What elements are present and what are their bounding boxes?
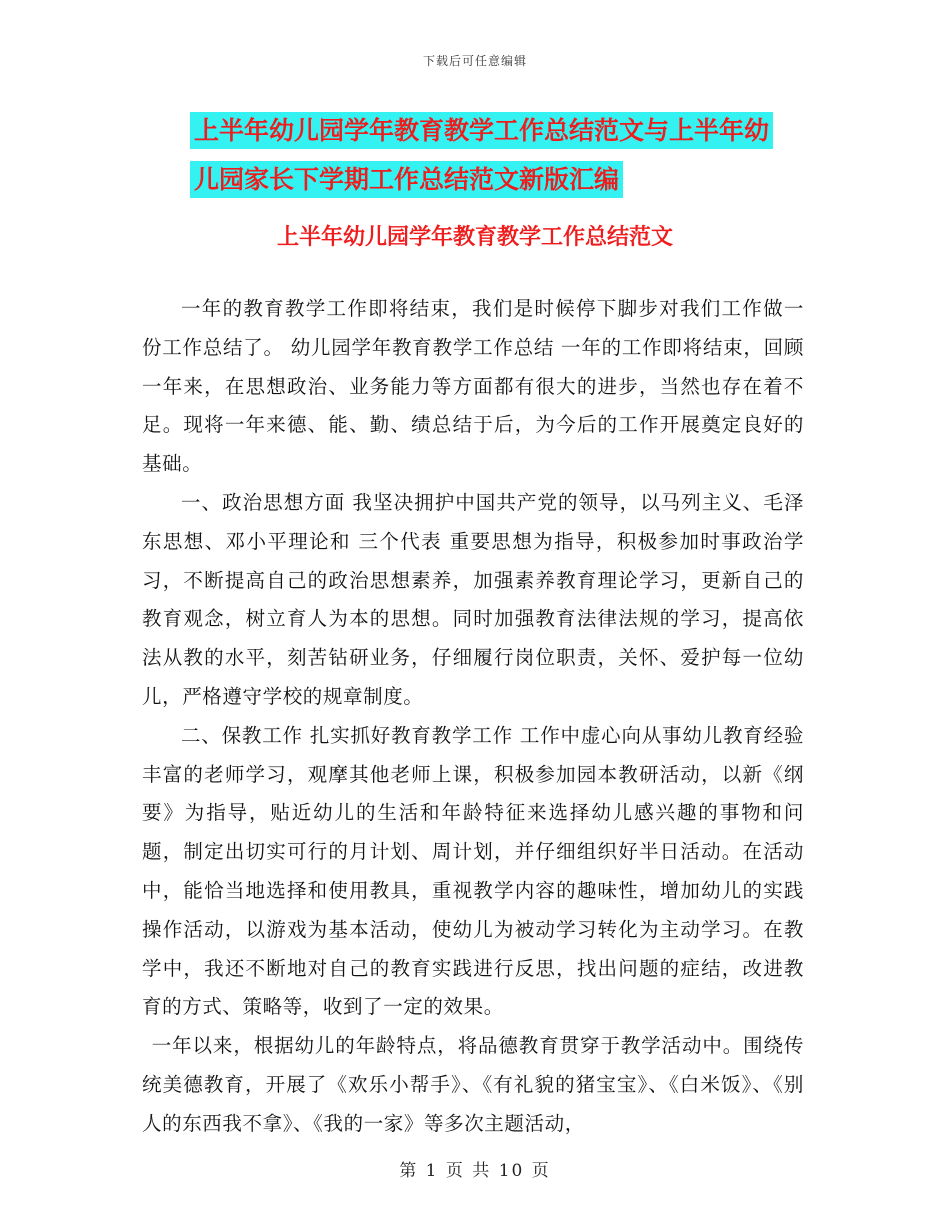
paragraph-intro: 一年的教育教学工作即将结束，我们是时候停下脚步对我们工作做一份工作总结了。 幼儿园学年教育教学工作总结 一年的工作即将结束，回顾一年来，在思想政治、业务能力等方面都有很大的进步，当然也存在着不足。现将一年来德、能、勤、绩总结于后，为今后的工作开展奠定良好的基础。 — [142, 297, 804, 476]
body-text — [142, 290, 804, 1144]
title-line-2: 儿园家长下学期工作总结范文新版汇编 — [190, 161, 623, 198]
paragraph-teaching: 二、保教工作 扎实抓好教育教学工作 工作中虚心向从事幼儿教育经验丰富的老师学习，观摩其他老师上课，积极参加园本教研活动，以新《纲要》为指导，贴近幼儿的生活和年龄特征来选择幼儿感兴趣的事物和问题，制定出切实可行的月计划、周计划，并仔细组织好半日活动。在活动中，能恰当地选择和使用教具，重视教学内容的趣味性，增加幼儿的实践操作活动，以游戏为基本活动，使幼儿为被动学习转化为主动学习。在教学中，我还不断地对自己的教育实践进行反思，找出问题的症结，改进教育的方式、策略等，收到了一定的效果。 — [142, 723, 804, 1019]
document-title — [190, 106, 830, 204]
title-line-1: 上半年幼儿园学年教育教学工作总结范文与上半年幼 — [190, 112, 773, 149]
header-note: 下载后可任意编辑 — [422, 54, 527, 68]
paragraph-moral-education: 一年以来，根据幼儿的年龄特点，将品德教育贯穿于教学活动中。围绕传统美德教育，开展了《欢乐小帮手》、《有礼貌的猪宝宝》、《白米饭》、《别人的东西我不拿》、《我的一家》等多次主题活动， — [142, 1034, 804, 1135]
page-number: 第 1 页 共 10 页 — [399, 1161, 551, 1181]
paragraph-politics: 一、政治思想方面 我坚决拥护中国共产党的领导，以马列主义、毛泽东思想、邓小平理论和 三个代表 重要思想为指导，积极参加时事政治学习，不断提高自己的政治思想素养，加强素养教育理论学习，更新自己的教育观念，树立育人为本的思想。同时加强教育法律法规的学习，提高依法从教的水平，刻苦钻研业务，仔细履行岗位职责，关怀、爱护每一位幼儿，严格遵守学校的规章制度。 — [142, 490, 804, 708]
section-title: 上半年幼儿园学年教育教学工作总结范文 — [276, 225, 673, 250]
